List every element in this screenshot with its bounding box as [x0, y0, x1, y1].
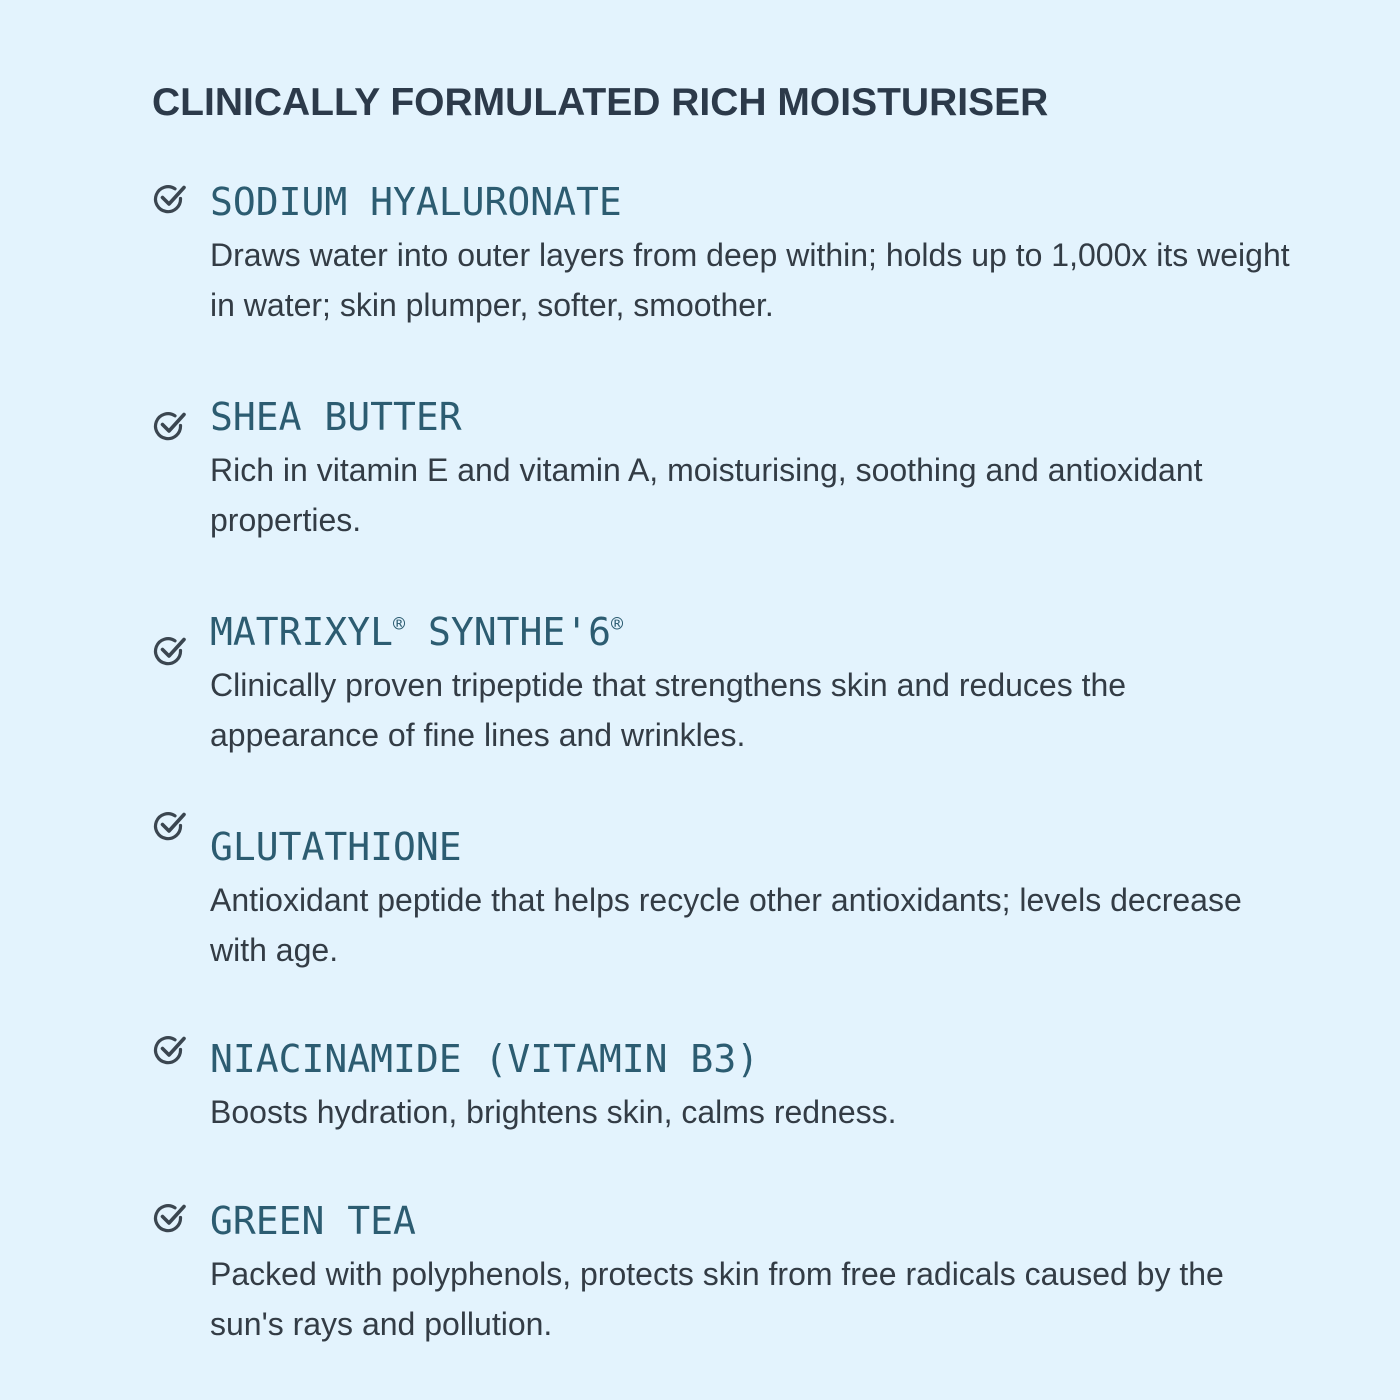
ingredient-name-part: SYNTHE'6 — [405, 610, 611, 654]
ingredient-description: Rich in vitamin E and vitamin A, moisturising, soothing and antioxidant properties. — [210, 452, 1203, 538]
check-circle-icon — [153, 634, 189, 670]
registered-mark: ® — [393, 612, 406, 636]
check-circle-icon — [153, 409, 189, 445]
ingredient-name: NIACINAMIDE (VITAMIN B3) — [210, 1037, 760, 1081]
check-circle-icon — [153, 1201, 189, 1237]
registered-mark: ® — [610, 612, 624, 636]
check-circle-icon — [153, 809, 189, 845]
ingredient-description: Packed with polyphenols, protects skin from free radicals caused by the sun's rays and pollution. — [210, 1256, 1224, 1342]
ingredient-description: Boosts hydration, brightens skin, calms redness. — [210, 1094, 897, 1130]
ingredient-name: GLUTATHIONE — [210, 825, 462, 869]
check-circle-icon — [153, 1033, 189, 1069]
ingredient-name: SHEA BUTTER — [210, 395, 462, 439]
check-circle-icon — [153, 182, 189, 218]
page-title: CLINICALLY FORMULATED RICH MOISTURISER — [152, 81, 1049, 124]
ingredient-description: Clinically proven tripeptide that strengthens skin and reduces the appearance of fine lines and wrinkles. — [210, 667, 1127, 753]
ingredient-description: Antioxidant peptide that helps recycle other antioxidants; levels decrease with age. — [210, 882, 1242, 968]
ingredient-description: Draws water into outer layers from deep within; holds up to 1,000x its weight in water; skin plumper, softer, smoother. — [210, 237, 1290, 323]
ingredient-name: SODIUM HYALURONATE — [210, 180, 622, 224]
ingredient-name-part: MATRIXYL — [210, 610, 394, 654]
ingredient-name: GREEN TEA — [210, 1199, 416, 1243]
ingredient-name — [210, 610, 623, 654]
